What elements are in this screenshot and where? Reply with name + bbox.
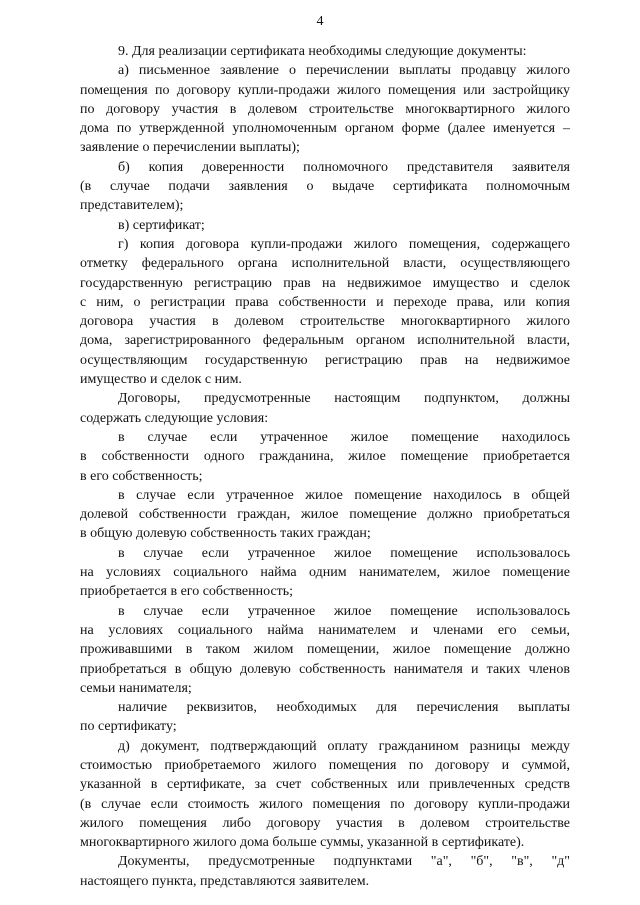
- paragraph-subitem-a: [80, 61, 570, 157]
- text-line: имущество и сделок с ним.: [80, 372, 242, 388]
- text-line: настоящего пункта, представляются заявителем.: [80, 873, 370, 889]
- text-line: в) сертификат;: [118, 217, 205, 233]
- text-line: Документы, предусмотренные подпунктами "а", "б", "в", "д": [118, 854, 570, 870]
- text-line: семьи нанимателя;: [80, 680, 192, 696]
- text-line: государственную регистрацию прав на недвижимое имущество и сделок: [80, 275, 570, 291]
- paragraph-subitem-g: [80, 235, 570, 389]
- text-line: помещения по договору купли-продажи жилого помещения или застройщику: [80, 82, 570, 98]
- text-line: многоквартирного жилого дома больше суммы, указанной в сертификате).: [80, 835, 525, 851]
- paragraph-subitem-v: [80, 216, 570, 235]
- paragraph-subitem-d: [80, 737, 570, 853]
- text-line: в собственности одного гражданина, жилое помещение приобретается: [80, 449, 570, 465]
- text-line: в его собственность;: [80, 468, 203, 484]
- paragraph-contracts: [80, 389, 570, 428]
- text-line: (в случае подачи заявления о выдаче сертификата полномочным: [80, 179, 570, 195]
- text-line: в общую долевую собственность таких граждан;: [80, 526, 371, 542]
- text-line: договора участия в долевом строительстве многоквартирного жилого: [80, 314, 570, 330]
- text-line: жилого помещения либо договору участия в долевом строительстве: [80, 815, 570, 831]
- text-line: приобретается в его собственность;: [80, 584, 294, 600]
- text-line: проживавшими в таком жилом помещении, жилое помещение должно: [80, 642, 570, 658]
- text-line: содержать следующие условия:: [80, 410, 269, 426]
- text-line: дома, зарегистрированного федеральным органом исполнительной власти,: [80, 333, 570, 349]
- text-line: на условиях социального найма одним нанимателем, жилое помещение: [80, 565, 570, 581]
- text-line: по договору участия в долевом строительстве многоквартирного жилого: [80, 101, 570, 117]
- text-line: б) копия доверенности полномочного представителя заявителя: [118, 159, 570, 175]
- paragraph-condition: [80, 486, 570, 544]
- text-line: в случае если утраченное жилое помещение использовалось: [118, 603, 570, 619]
- text-line: а) письменное заявление о перечислении выплаты продавцу жилого: [118, 63, 570, 79]
- text-line: отметку федерального органа исполнительной власти, осуществляющего: [80, 256, 570, 272]
- paragraph-item-9: [80, 42, 570, 61]
- text-line: в случае если утраченное жилое помещение находилось в общей: [118, 487, 570, 503]
- text-line: по сертификату;: [80, 719, 177, 735]
- paragraph-condition: [80, 428, 570, 486]
- text-line: на условиях социального найма нанимателем и членами его семьи,: [80, 622, 570, 638]
- paragraph-condition: [80, 602, 570, 698]
- paragraph-subitem-b: [80, 158, 570, 216]
- text-line: д) документ, подтверждающий оплату гражданином разницы между: [118, 738, 570, 754]
- text-line: 9. Для реализации сертификата необходимы следующие документы:: [118, 44, 527, 59]
- paragraph-condition: [80, 544, 570, 602]
- text-line: приобретаться в общую долевую собственность нанимателя и таких членов: [80, 661, 570, 677]
- text-line: осуществляющим государственную регистрацию прав на недвижимое: [80, 352, 570, 368]
- text-line: заявление о перечислении выплаты);: [80, 140, 300, 156]
- text-line: (в случае если стоимость жилого помещения по договору купли-продажи: [80, 796, 570, 812]
- text-line: в случае если утраченное жилое помещение использовалось: [118, 545, 570, 561]
- paragraph-condition: [80, 698, 570, 737]
- text-line: г) копия договора купли-продажи жилого помещения, содержащего: [118, 236, 570, 252]
- text-line: стоимостью приобретаемого жилого помещения по договору и суммой,: [80, 757, 570, 773]
- text-line: с ним, о регистрации права собственности и переходе права, или копия: [80, 294, 570, 310]
- text-line: указанной в сертификате, за счет собственных или привлеченных средств: [80, 777, 570, 793]
- text-line: долевой собственности граждан, жилое помещение должно приобретаться: [80, 507, 570, 523]
- text-line: в случае если утраченное жилое помещение находилось: [118, 429, 570, 445]
- text-line: Договоры, предусмотренные настоящим подпунктом, должны: [118, 391, 570, 407]
- document-body: [80, 42, 570, 891]
- text-line: дома по утвержденной уполномоченным органом форме (далее именуется –: [80, 121, 570, 137]
- page-number: 4: [316, 14, 324, 29]
- paragraph-documents: [80, 852, 570, 891]
- text-line: представителем);: [80, 198, 184, 214]
- text-line: наличие реквизитов, необходимых для перечисления выплаты: [118, 700, 570, 716]
